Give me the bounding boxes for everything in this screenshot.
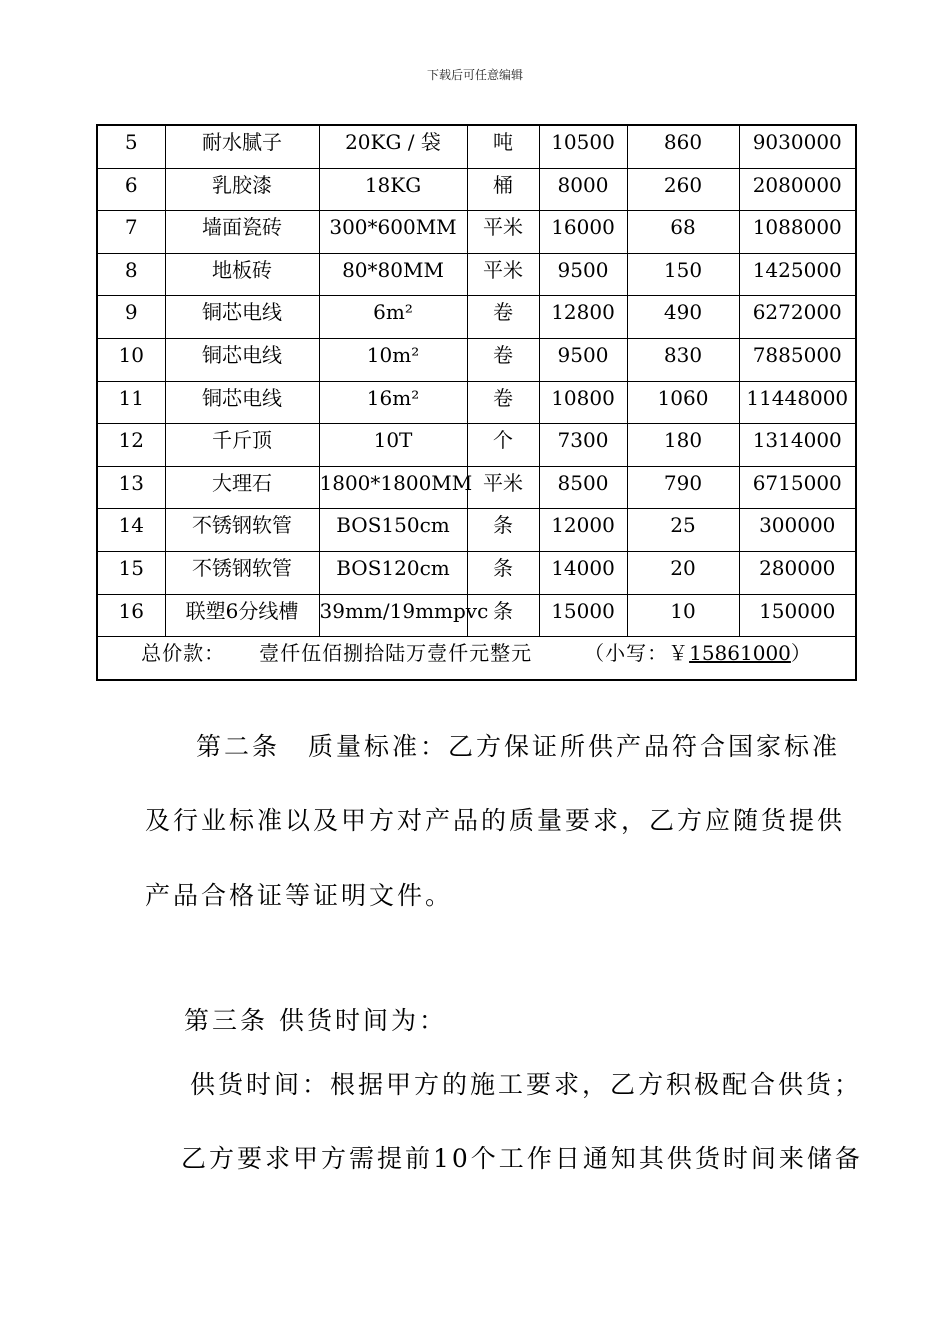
specification-cell: 18KG [319, 168, 467, 211]
row-number-cell: 11 [97, 381, 165, 424]
product-name-cell: 铜芯电线 [165, 381, 319, 424]
table-row [97, 296, 856, 339]
unit-price-cell: 860 [627, 125, 739, 168]
amount-cell: 300000 [739, 509, 856, 552]
total-cell [97, 637, 856, 680]
unit-price-cell: 830 [627, 338, 739, 381]
table-row [97, 424, 856, 467]
specification-cell: 39mm/19mmpvc [319, 594, 467, 637]
row-number-cell: 6 [97, 168, 165, 211]
unit-cell: 条 [467, 594, 539, 637]
unit-price-cell: 180 [627, 424, 739, 467]
table-row [97, 551, 856, 594]
row-number-cell: 7 [97, 211, 165, 254]
article-3-line-2: 供货时间：根据甲方的施工要求，乙方积极配合供货； [190, 1070, 863, 1099]
table-row [97, 381, 856, 424]
unit-cell: 条 [467, 509, 539, 552]
total-row [97, 637, 856, 680]
unit-cell: 卷 [467, 381, 539, 424]
unit-cell: 平米 [467, 253, 539, 296]
product-name-cell: 铜芯电线 [165, 338, 319, 381]
product-name-cell: 乳胶漆 [165, 168, 319, 211]
unit-cell: 条 [467, 551, 539, 594]
product-name-cell: 铜芯电线 [165, 296, 319, 339]
specification-cell: BOS120cm [319, 551, 467, 594]
row-number-cell: 16 [97, 594, 165, 637]
unit-price-cell: 20 [627, 551, 739, 594]
specification-cell: 1800*1800MM [319, 466, 467, 509]
amount-cell: 1314000 [739, 424, 856, 467]
row-number-cell: 13 [97, 466, 165, 509]
table-row [97, 594, 856, 637]
article-3-line-3: 乙方要求甲方需提前10个工作日通知其供货时间来储备 [181, 1144, 863, 1173]
table-row [97, 168, 856, 211]
total-label: 总价款： [141, 641, 226, 666]
total-small-suffix: ） [790, 641, 812, 666]
unit-price-cell: 1060 [627, 381, 739, 424]
article-3-line-1: 第三条 供货时间为： [184, 1006, 447, 1035]
specification-cell: 16m² [319, 381, 467, 424]
table-row [97, 466, 856, 509]
row-number-cell: 10 [97, 338, 165, 381]
unit-cell: 卷 [467, 296, 539, 339]
table-row [97, 338, 856, 381]
product-name-cell: 大理石 [165, 466, 319, 509]
unit-cell: 平米 [467, 211, 539, 254]
page-header: 下载后可任意编辑 [426, 68, 523, 82]
quantity-cell: 8000 [539, 168, 627, 211]
unit-price-cell: 150 [627, 253, 739, 296]
product-name-cell: 不锈钢软管 [165, 509, 319, 552]
specification-cell: 10T [319, 424, 467, 467]
quantity-cell: 9500 [539, 253, 627, 296]
materials-table [96, 124, 857, 681]
article-2-line-3: 产品合格证等证明文件。 [145, 881, 454, 910]
quantity-cell: 7300 [539, 424, 627, 467]
amount-cell: 6272000 [739, 296, 856, 339]
unit-price-cell: 68 [627, 211, 739, 254]
amount-cell: 2080000 [739, 168, 856, 211]
quantity-cell: 16000 [539, 211, 627, 254]
amount-cell: 1088000 [739, 211, 856, 254]
product-name-cell: 不锈钢软管 [165, 551, 319, 594]
amount-cell: 280000 [739, 551, 856, 594]
table-body [97, 125, 856, 680]
unit-cell: 吨 [467, 125, 539, 168]
amount-cell: 150000 [739, 594, 856, 637]
product-name-cell: 墙面瓷砖 [165, 211, 319, 254]
row-number-cell: 15 [97, 551, 165, 594]
quantity-cell: 12800 [539, 296, 627, 339]
product-name-cell: 联塑6分线槽 [165, 594, 319, 637]
specification-cell: 20KG / 袋 [319, 125, 467, 168]
amount-cell: 11448000 [739, 381, 856, 424]
row-number-cell: 5 [97, 125, 165, 168]
product-name-cell: 地板砖 [165, 253, 319, 296]
quantity-cell: 8500 [539, 466, 627, 509]
unit-cell: 卷 [467, 338, 539, 381]
specification-cell: BOS150cm [319, 509, 467, 552]
specification-cell: 10m² [319, 338, 467, 381]
unit-price-cell: 790 [627, 466, 739, 509]
total-amount-words: 壹仟伍佰捌拾陆万壹仟元整元 [259, 641, 533, 666]
quantity-cell: 9500 [539, 338, 627, 381]
quantity-cell: 15000 [539, 594, 627, 637]
unit-price-cell: 260 [627, 168, 739, 211]
quantity-cell: 14000 [539, 551, 627, 594]
amount-cell: 9030000 [739, 125, 856, 168]
article-2-line-1: 第二条 质量标准：乙方保证所供产品符合国家标准 [196, 732, 841, 761]
amount-cell: 7885000 [739, 338, 856, 381]
unit-cell: 平米 [467, 466, 539, 509]
specification-cell: 80*80MM [319, 253, 467, 296]
product-name-cell: 千斤顶 [165, 424, 319, 467]
total-small-prefix: （小写：￥ [584, 641, 690, 666]
total-small-amount: 15861000 [689, 641, 791, 666]
row-number-cell: 12 [97, 424, 165, 467]
article-2-line-2: 及行业标准以及甲方对产品的质量要求，乙方应随货提供 [145, 806, 846, 835]
amount-cell: 6715000 [739, 466, 856, 509]
table-row [97, 253, 856, 296]
table-row [97, 509, 856, 552]
unit-cell: 个 [467, 424, 539, 467]
amount-cell: 1425000 [739, 253, 856, 296]
row-number-cell: 9 [97, 296, 165, 339]
unit-price-cell: 490 [627, 296, 739, 339]
table-row [97, 125, 856, 168]
specification-cell: 300*600MM [319, 211, 467, 254]
quantity-cell: 12000 [539, 509, 627, 552]
product-name-cell: 耐水腻子 [165, 125, 319, 168]
table-row [97, 211, 856, 254]
row-number-cell: 8 [97, 253, 165, 296]
quantity-cell: 10500 [539, 125, 627, 168]
quantity-cell: 10800 [539, 381, 627, 424]
unit-price-cell: 10 [627, 594, 739, 637]
unit-cell: 桶 [467, 168, 539, 211]
row-number-cell: 14 [97, 509, 165, 552]
specification-cell: 6m² [319, 296, 467, 339]
unit-price-cell: 25 [627, 509, 739, 552]
